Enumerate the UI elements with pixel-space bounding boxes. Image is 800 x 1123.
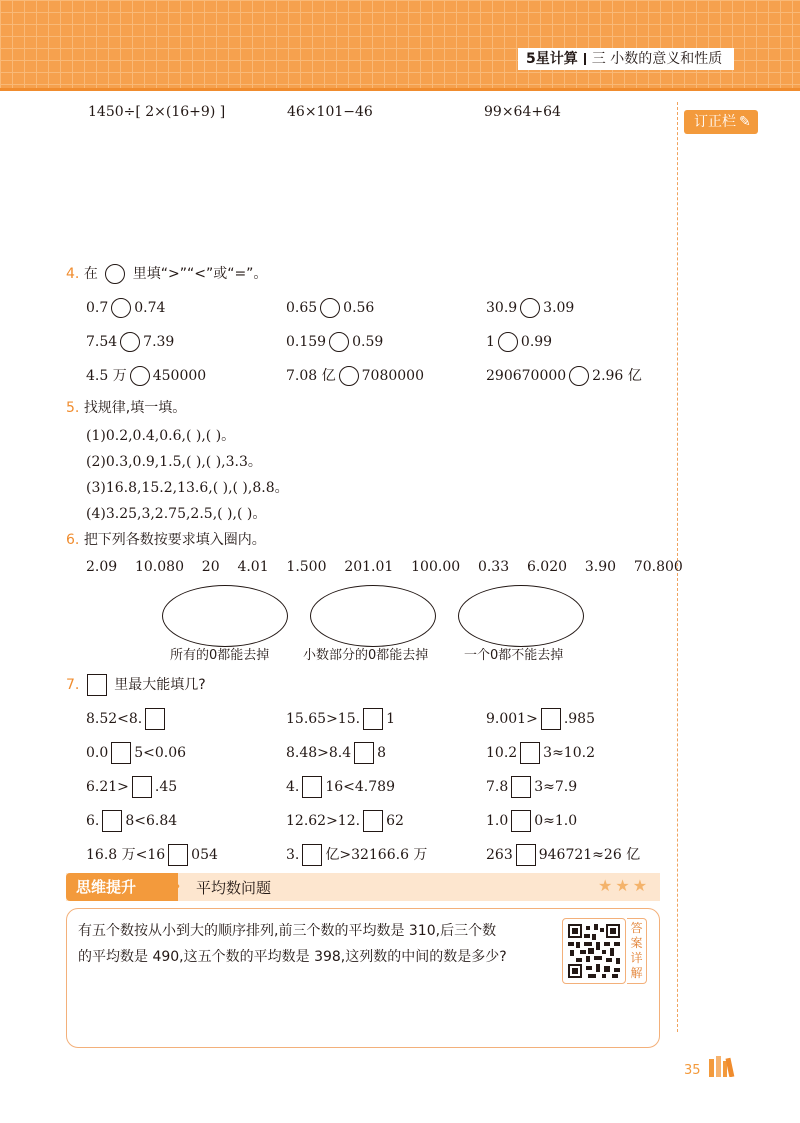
compare-circle[interactable]	[498, 332, 518, 352]
answer-oval-2[interactable]	[310, 585, 436, 647]
compare-item: 290670000 2.96 亿	[486, 368, 642, 384]
digit-box[interactable]	[111, 742, 131, 764]
digit-box[interactable]	[520, 742, 540, 764]
compare-item: 30.9 3.09	[486, 300, 575, 316]
chapter-title: 三 小数的意义和性质	[591, 51, 723, 67]
compare-item: 0.159 0.59	[286, 334, 384, 350]
fill-item: 6.21> .45	[86, 776, 177, 798]
compare-item: 0.7 0.74	[86, 300, 166, 316]
compare-item: 7.54 7.39	[86, 334, 175, 350]
digit-box[interactable]	[168, 844, 188, 866]
expression-1: 1450÷[ 2×(16+9) ]	[88, 104, 226, 120]
digit-box[interactable]	[511, 776, 531, 798]
fill-item: 8.52<8.	[86, 708, 168, 730]
expression-3: 99×64+64	[484, 104, 561, 120]
prompt-text: 找规律,填一填。	[83, 400, 187, 416]
compare-circle[interactable]	[339, 366, 359, 386]
fill-item: 16.8 万<16 054	[86, 844, 218, 866]
question-7-prompt	[66, 674, 206, 696]
header-divider	[0, 88, 800, 91]
thinking-topic: 平均数问题	[196, 879, 272, 897]
header-title	[518, 48, 734, 70]
prompt-text: 里填“>”“<”或“=”。	[132, 266, 268, 282]
oval-label-3: 一个0都不能去掉	[464, 648, 564, 663]
fill-item: 8.48>8.4 8	[286, 742, 386, 764]
pencil-icon: ✎	[739, 114, 751, 130]
sequence-line[interactable]: (3)16.8,15.2,13.6,( ),( ),8.8。	[86, 480, 289, 496]
digit-box[interactable]	[516, 844, 536, 866]
compare-item: 7.08 亿 7080000	[286, 368, 424, 384]
question-number: 5.	[66, 400, 80, 416]
question-number: 4.	[66, 266, 80, 282]
fill-item: 7.8 3≈7.9	[486, 776, 577, 798]
oval-label-2: 小数部分的0都能去掉	[303, 648, 429, 663]
oval-label-1: 所有的0都能去掉	[170, 648, 270, 663]
correction-tag	[684, 110, 758, 134]
thinking-tag: 思维提升	[66, 873, 178, 901]
fill-item: 15.65>15. 1	[286, 708, 395, 730]
prompt-text: 里最大能填几?	[114, 677, 206, 693]
compare-circle[interactable]	[320, 298, 340, 318]
fill-item: 263 946721≈26 亿	[486, 844, 640, 866]
answer-detail-label: 答 案 详 解	[627, 918, 647, 984]
qr-code-icon[interactable]	[562, 918, 626, 984]
compare-circle[interactable]	[569, 366, 589, 386]
prompt-text: 在	[83, 266, 98, 282]
digit-box[interactable]	[354, 742, 374, 764]
fill-item: 0.0 5<0.06	[86, 742, 186, 764]
circle-blank-icon	[105, 264, 125, 284]
fill-item: 10.2 3≈10.2	[486, 742, 595, 764]
compare-item: 0.65 0.56	[286, 300, 375, 316]
prompt-text: 把下列各数按要求填入圈内。	[83, 532, 266, 548]
sequence-line[interactable]: (1)0.2,0.4,0.6,( ),( )。	[86, 428, 236, 444]
fill-item: 6. 8<6.84	[86, 810, 177, 832]
compare-item: 4.5 万 450000	[86, 368, 207, 384]
page-number: 35	[684, 1063, 701, 1078]
thinking-question	[78, 918, 558, 970]
compare-item: 1 0.99	[486, 334, 553, 350]
fill-item: 4. 16<4.789	[286, 776, 395, 798]
question-number: 6.	[66, 532, 80, 548]
digit-box[interactable]	[302, 776, 322, 798]
digit-box[interactable]	[102, 810, 122, 832]
square-blank-icon	[87, 674, 107, 696]
digit-box[interactable]	[511, 810, 531, 832]
question-number: 7.	[66, 677, 80, 693]
difficulty-stars: ★★★	[598, 876, 651, 895]
expression-2: 46×101−46	[287, 104, 373, 120]
compare-circle[interactable]	[120, 332, 140, 352]
digit-box[interactable]	[363, 810, 383, 832]
header-banner	[0, 0, 800, 88]
question-line: 有五个数按从小到大的顺序排列,前三个数的平均数是 310,后三个数	[78, 923, 497, 939]
bullet-dot-icon: •	[174, 880, 182, 894]
digit-box[interactable]	[145, 708, 165, 730]
compare-circle[interactable]	[130, 366, 150, 386]
digit-box[interactable]	[363, 708, 383, 730]
title-separator	[584, 53, 586, 65]
fill-item: 3. 亿>32166.6 万	[286, 844, 427, 866]
number-list: 2.09 10.080 20 4.01 1.500 201.01 100.00 0.33 6.020 3.90 70.800	[86, 559, 683, 575]
answer-oval-1[interactable]	[162, 585, 288, 647]
books-icon	[708, 1055, 738, 1081]
question-4-prompt	[66, 264, 267, 284]
digit-box[interactable]	[132, 776, 152, 798]
fill-item: 9.001> .985	[486, 708, 595, 730]
fill-item: 12.62>12. 62	[286, 810, 404, 832]
question-line: 的平均数是 490,这五个数的平均数是 398,这列数的中间的数是多少?	[78, 949, 507, 965]
sequence-line[interactable]: (2)0.3,0.9,1.5,( ),( ),3.3。	[86, 454, 262, 470]
series-title: 5星计算	[526, 51, 578, 67]
correction-label: 订正栏	[694, 114, 736, 130]
question-5-prompt	[66, 398, 186, 418]
question-6-prompt	[66, 530, 266, 550]
compare-circle[interactable]	[111, 298, 131, 318]
digit-box[interactable]	[302, 844, 322, 866]
digit-box[interactable]	[541, 708, 561, 730]
answer-oval-3[interactable]	[458, 585, 584, 647]
compare-circle[interactable]	[329, 332, 349, 352]
sequence-line[interactable]: (4)3.25,3,2.75,2.5,( ),( )。	[86, 506, 267, 522]
fill-item: 1.0 0≈1.0	[486, 810, 577, 832]
compare-circle[interactable]	[520, 298, 540, 318]
